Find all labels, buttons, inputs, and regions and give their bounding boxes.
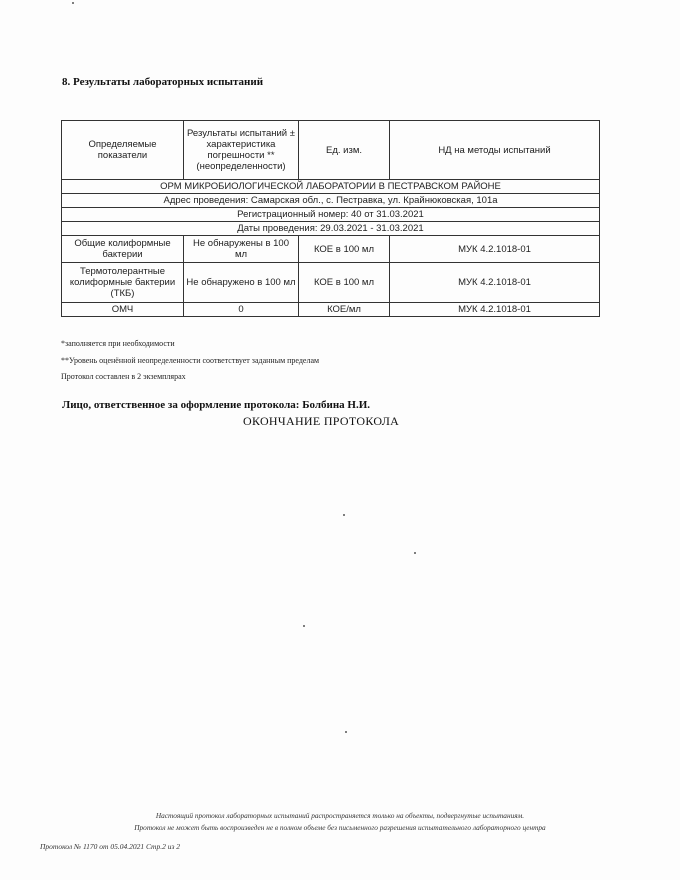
scan-speck — [343, 514, 345, 516]
scan-speck — [345, 731, 347, 733]
lab-address: Адрес проведения: Самарская обл., с. Пестравка, ул. Крайнюковская, 101а — [62, 194, 600, 208]
lab-info-row — [62, 194, 600, 208]
protocol-end-mark: ОКОНЧАНИЕ ПРОТОКОЛА — [243, 414, 400, 428]
registration-number: Регистрационный номер: 40 от 31.03.2021 — [62, 208, 600, 222]
method-cell: МУК 4.2.1018-01 — [390, 236, 600, 263]
note-copies: Протокол составлен в 2 экземплярах — [61, 372, 186, 381]
table-row — [62, 303, 600, 317]
lab-info-row — [62, 222, 600, 236]
lab-name: ОРМ МИКРОБИОЛОГИЧЕСКОЙ ЛАБОРАТОРИИ В ПЕСТРАВСКОМ РАЙОНЕ — [62, 180, 600, 194]
note-uncertainty: **Уровень оценённой неопределенности соответствует заданным пределам — [61, 356, 320, 365]
method-cell: МУК 4.2.1018-01 — [390, 303, 600, 317]
result-cell: Не обнаружены в 100 мл — [184, 236, 299, 263]
header-cell: НД на методы испытаний — [390, 121, 600, 180]
header-cell: Ед. изм. — [299, 121, 390, 180]
result-cell: 0 — [184, 303, 299, 317]
indicator-cell: Термотолерантные колиформные бактерии (ТКБ) — [62, 263, 184, 303]
page-number: Протокол № 1170 от 05.04.2021 Стр.2 из 2 — [40, 842, 181, 851]
unit-cell: КОЕ в 100 мл — [299, 236, 390, 263]
responsible-person: Лицо, ответственное за оформление протокола: Болбина Н.И. — [62, 399, 371, 411]
indicator-cell: ОМЧ — [62, 303, 184, 317]
scan-speck — [414, 552, 416, 554]
table-row — [62, 236, 600, 263]
section-title: 8. Результаты лабораторных испытаний — [62, 76, 264, 88]
lab-info-row — [62, 180, 600, 194]
unit-cell: КОЕ/мл — [299, 303, 390, 317]
header-cell: Результаты испытаний ± характеристика погрешности **(неопределенности) — [184, 121, 299, 180]
indicator-cell: Общие колиформные бактерии — [62, 236, 184, 263]
table-row — [62, 263, 600, 303]
note-optional: *заполняется при необходимости — [61, 339, 175, 348]
scan-speck — [303, 625, 305, 627]
scan-speck — [72, 2, 74, 4]
result-cell: Не обнаружено в 100 мл — [184, 263, 299, 303]
method-cell: МУК 4.2.1018-01 — [390, 263, 600, 303]
unit-cell: КОЕ в 100 мл — [299, 263, 390, 303]
header-cell: Определяемые показатели — [62, 121, 184, 180]
lab-info-row — [62, 208, 600, 222]
footer-reproduction-note: Протокол не может быть воспроизведен не в полном объеме без письменного разрешения испытательного лабораторного центра — [134, 823, 546, 832]
results-table — [61, 120, 600, 317]
table-header-row — [62, 121, 600, 180]
footer-disclaimer: Настоящий протокол лабораторных испытаний распространяется только на объекты, подвергнутые испытаниям. — [155, 811, 525, 820]
test-dates: Даты проведения: 29.03.2021 - 31.03.2021 — [62, 222, 600, 236]
